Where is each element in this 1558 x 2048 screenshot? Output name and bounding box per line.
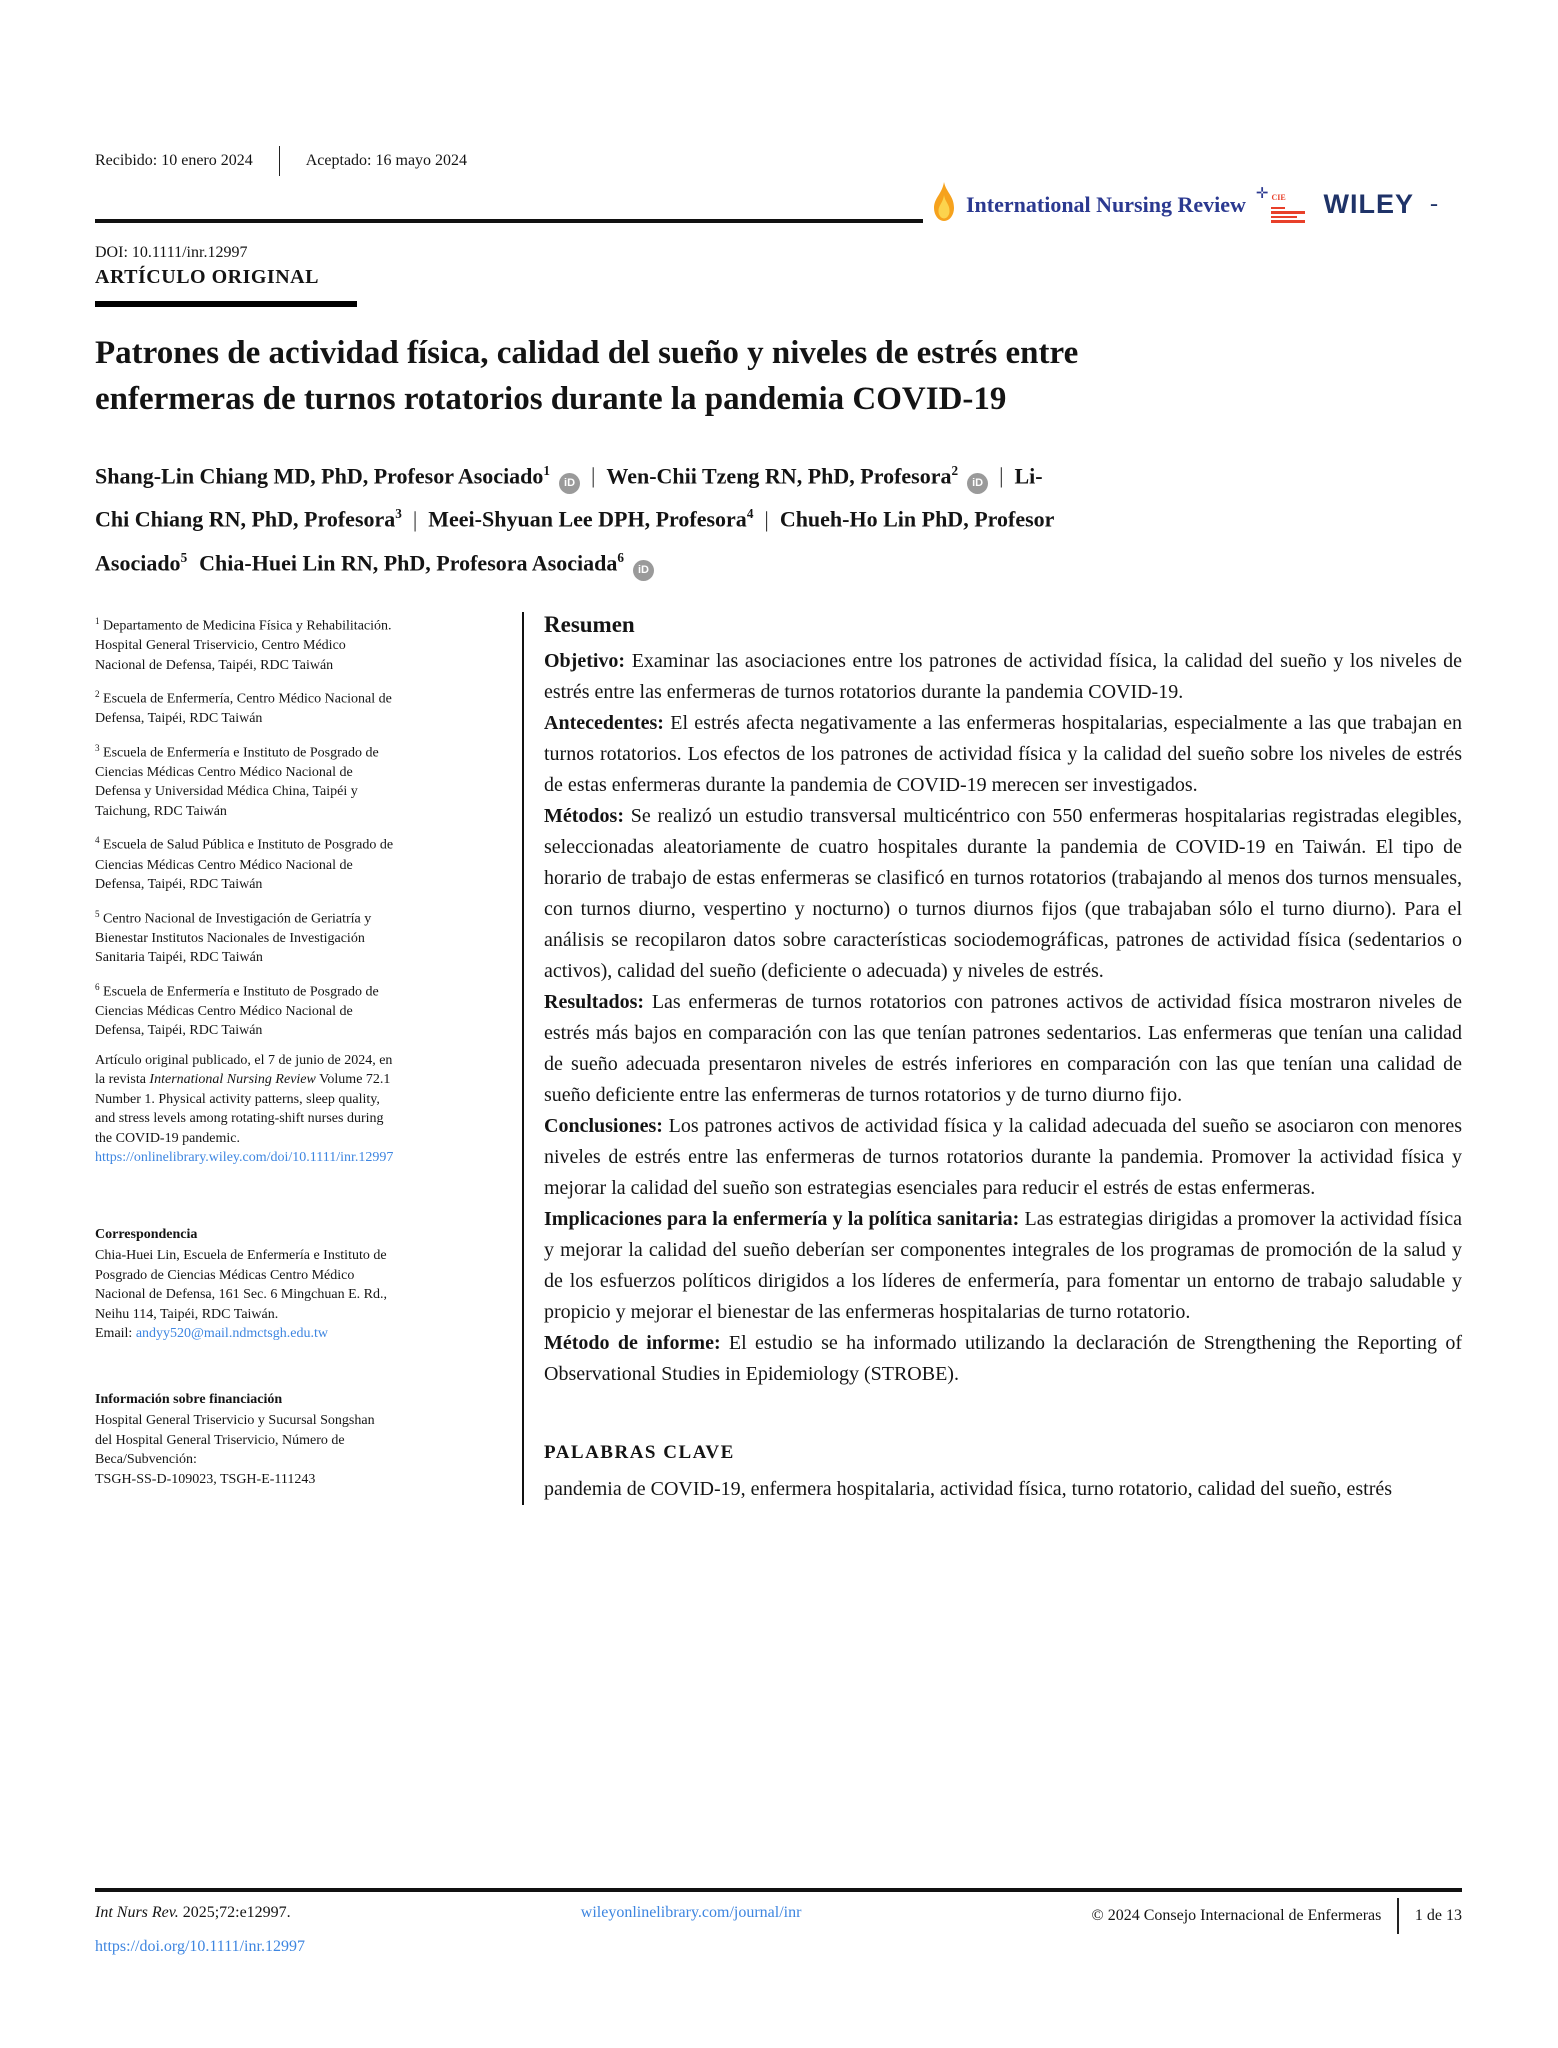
footer-copyright: © 2024 Consejo Internacional de Enfermeras <box>1091 1907 1382 1924</box>
author-separator: | <box>591 463 596 489</box>
abstract-section-resultados <box>544 987 1462 1111</box>
footer-doi <box>95 1938 305 1956</box>
abstract-text: Los patrones activos de actividad física y la calidad adecuada del sueño se asociaron con menores niveles de estrés entre las enfermeras de turnos rotatorios durante la pandemia. Promover la actividad física y mejorar la calidad del sueño son estrategias esenciales para reducir el estrés de estas enfermeras. <box>544 1115 1462 1199</box>
footer-rule <box>95 1888 1462 1892</box>
affiliation-item: $^4$ Escuela de Salud Pública e Instituto de Posgrado de Ciencias Médicas Centro Médico Nacional de Defensa, Taipéi, RDC Taiwán <box>95 835 394 893</box>
footer-citation: Int Nurs Rev. 2025;72:e12997. <box>95 1904 291 1921</box>
publication-link[interactable]: https://onlinelibrary.wiley.com/doi/10.1111/inr.12997 <box>95 1150 394 1166</box>
journal-name: International Nursing Review <box>966 191 1246 217</box>
title-line-1: Patrones de actividad física, calidad del sueño y niveles de estrés entre <box>95 335 1079 371</box>
doi-text: DOI: 10.1111/inr.12997 <box>95 244 248 261</box>
footer-divider <box>1397 1898 1399 1934</box>
keywords-block <box>544 1442 1462 1505</box>
abstract-label: Antecedentes: <box>544 712 664 734</box>
orcid-icon[interactable]: iD <box>633 560 654 581</box>
author-line-2 <box>95 495 1355 538</box>
title-line-2: enfermeras de turnos rotatorios durante la pandemia COVID-19 <box>95 381 1007 417</box>
author-line-3 <box>95 539 1355 582</box>
icn-stripes-icon <box>1271 205 1305 223</box>
author-superscript: 6 <box>617 549 624 565</box>
received-date: Recibido: 10 enero 2024 <box>95 152 253 169</box>
abstract-section-conclusiones <box>544 1111 1462 1204</box>
author-superscript: 1 <box>543 463 551 478</box>
funding-body: Hospital General Triservicio y Sucursal Songshan del Hospital General Triservicio, Número de Beca/Subvención: TSGH-SS-D-109023, TSGH-E-111243 <box>95 1413 375 1487</box>
abstract-text: Las estrategias dirigidas a promover la actividad física y mejorar la calidad del sueño deberían ser componentes integrales de los programas de promoción de la salud y de los esfuerzos políticos dirigidos a los líderes de enfermería, para fomentar un entorno de trabajo saludable y propicio y mejorar el bienestar de las enfermeras hospitalarias de turno rotatorio. <box>544 1208 1462 1323</box>
email-label: Email: <box>95 1326 136 1342</box>
funding-heading: Información sobre financiación <box>95 1391 283 1407</box>
icn-logo <box>1256 187 1306 223</box>
author-name: Chia-Huei Lin RN, PhD, Profesora Asociada <box>199 549 618 575</box>
journal-logo <box>932 182 1438 227</box>
footer-doi-link[interactable]: https://doi.org/10.1111/inr.12997 <box>95 1938 305 1955</box>
keywords-heading: PALABRAS CLAVE <box>544 1442 735 1463</box>
affiliation-item: $^6$ Escuela de Enfermería e Instituto de Posgrado de Ciencias Médicas Centro Médico Nacional de Defensa, Taipéi, RDC Taiwán <box>95 981 379 1039</box>
abstract-text: Se realizó un estudio transversal multicéntrico con 550 enfermeras hospitalarias registradas elegibles, seleccionadas aleatoriamente de cuatro hospitales durante la pandemia de COVID-19 en Taiwán. El tipo de horario de trabajo de estas enfermeras se clasificó en turnos rotatorios (trabajando al menos dos turnos mensuales, con turnos diurno, vespertino y nocturno) o turnos diurnos fijos (que trabajaban sólo el turno diurno). Para el análisis se recopilaron datos sobre características sociodemográficas, patrones de actividad física (sedentarios o activos), calidad del sueño (deficiente o adecuada) y niveles de estrés. <box>544 805 1462 982</box>
abstract-section-objetivo <box>544 646 1462 708</box>
author-separator: | <box>764 506 769 532</box>
orcid-icon[interactable]: iD <box>559 473 580 494</box>
affiliation-item: $^2$ Escuela de Enfermería, Centro Médico Nacional de Defensa, Taipéi, RDC Taiwán <box>95 689 392 727</box>
abstract-label: Métodos: <box>544 805 624 827</box>
publication-note: Artículo original publicado, el 7 de junio de 2024, en la revista International Nursing Review Volume 72.1 Number 1. Physical activity patterns, sleep quality, and stress levels among rotating-shift nurses during the COVID-19 pandemic. https://onlinelibrary.wiley.com/doi/10.1111/inr.12997 <box>95 1052 394 1166</box>
icn-cie-label: CIE <box>1271 192 1286 202</box>
author-superscript: 2 <box>951 463 959 478</box>
abstract-section-metodo-informe <box>544 1328 1462 1390</box>
email-link[interactable]: andyy520@mail.ndmctsgh.edu.tw <box>135 1326 328 1342</box>
author-separator: | <box>412 506 418 532</box>
author-name: Chi Chiang RN, PhD, Profesora <box>95 506 396 532</box>
correspondence-body: Chia-Huei Lin, Escuela de Enfermería e Instituto de Posgrado de Ciencias Médicas Centro Médico Nacional de Defensa, 161 Sec. 6 Mingchuan E. Rd., Neihu 114, Taipéi, RDC Taiwán. Email: andyy520@mail.ndmctsgh.edu.tw <box>95 1248 387 1342</box>
author-superscript: 3 <box>395 506 402 522</box>
header-rule <box>95 219 923 223</box>
footer-page-number: 1 de 13 <box>1414 1907 1462 1924</box>
author-separator: | <box>999 463 1004 489</box>
abstract-text: El estudio se ha informado utilizando la declaración de Strengthening the Reporting of Observational Studies in Epidemiology (STROBE). <box>544 1332 1462 1385</box>
affiliation-item: $^5$ Centro Nacional de Investigación de Geriatría y Bienestar Institutos Nacionales de Investigación Sanitaria Taipéi, RDC Taiwán <box>95 908 372 966</box>
abstract-label: Resultados: <box>544 991 645 1013</box>
abstract-heading: Resumen <box>544 612 635 637</box>
keywords-text: pandemia de COVID-19, enfermera hospitalaria, actividad física, turno rotatorio, calidad del sueño, estrés <box>544 1478 1393 1500</box>
author-superscript: 4 <box>746 506 754 522</box>
correspondence-heading: Correspondencia <box>95 1226 198 1242</box>
author-line-1 <box>95 452 1355 495</box>
flame-icon <box>932 182 956 227</box>
abstract-text: El estrés afecta negativamente a las enfermeras hospitalarias, especialmente a las que trabajan en turnos rotatorios. Los efectos de los patrones de actividad física y la calidad del sueño sobre los niveles de estrés de estas enfermeras durante la pandemia de COVID-19 merecen ser investigados. <box>544 712 1462 796</box>
footer <box>95 1904 1462 1928</box>
abstract-section-implicaciones <box>544 1204 1462 1328</box>
abstract-section-antecedentes <box>544 708 1462 801</box>
author-name: Wen-Chii Tzeng RN, PhD, Profesora <box>606 463 952 489</box>
author-name: Meei-Shyuan Lee DPH, Profesora <box>428 506 747 532</box>
page-title <box>95 330 1275 422</box>
abstract-label: Método de informe: <box>544 1332 721 1354</box>
author-name: Shang-Lin Chiang MD, PhD, Profesor Asociado <box>95 463 544 489</box>
abstract-text: Las enfermeras de turnos rotatorios con patrones activos de actividad física mostraron niveles de estrés más bajos en comparación con las que tenían patrones sedentarios. Las enfermeras que tenían una calidad de sueño adecuada presentaron niveles de estrés inferiores en comparación con las que tenían una calidad de sueño deficiente entre las enfermeras de turnos rotatorios y de turno diurno fijo. <box>544 991 1462 1106</box>
abstract-label: Implicaciones para la enfermería y la política sanitaria: <box>544 1208 1020 1230</box>
affiliation-item: $^3$ Escuela de Enfermería e Instituto de Posgrado de Ciencias Médicas Centro Médico Nacional de Defensa y Universidad Médica China, Taipéi y Taichung, RDC Taiwán <box>95 742 379 819</box>
abstract-text: Examinar las asociaciones entre los patrones de actividad física, la calidad del sueño y los niveles de estrés entre las enfermeras de turnos rotatorios durante la pandemia COVID-19. <box>544 650 1462 703</box>
author-name: Li- <box>1014 463 1043 489</box>
author-name: Asociado <box>95 549 181 575</box>
content-columns <box>95 612 1462 1505</box>
icn-cross-icon: ✛ <box>1255 185 1269 202</box>
author-list <box>95 452 1355 582</box>
abstract-label: Conclusiones: <box>544 1115 663 1137</box>
abstract-section-metodos <box>544 801 1462 987</box>
funding-grants: TSGH-SS-D-109023, TSGH-E-111243 <box>95 1471 316 1487</box>
author-name: Chueh-Ho Lin PhD, Profesor <box>779 506 1055 532</box>
footer-site-link[interactable]: wileyonlinelibrary.com/journal/inr <box>580 1904 802 1921</box>
abstract-column <box>522 612 1462 1505</box>
article-category-label: ARTÍCULO ORIGINAL <box>95 266 357 307</box>
orcid-icon[interactable]: iD <box>967 473 988 494</box>
sidebar <box>95 612 395 1505</box>
author-superscript: 5 <box>180 549 188 565</box>
wiley-dash: - <box>1429 191 1438 217</box>
wiley-logo: WILEY <box>1323 189 1414 219</box>
abstract-label: Objetivo: <box>544 650 626 672</box>
header-dates <box>95 146 493 176</box>
affiliation-item: $^1$ Departamento de Medicina Física y Rehabilitación. Hospital General Triservicio, Centro Médico Nacional de Defensa, Taipéi, RDC Taiwán <box>95 616 392 673</box>
accepted-date: Aceptado: 16 mayo 2024 <box>279 146 493 176</box>
